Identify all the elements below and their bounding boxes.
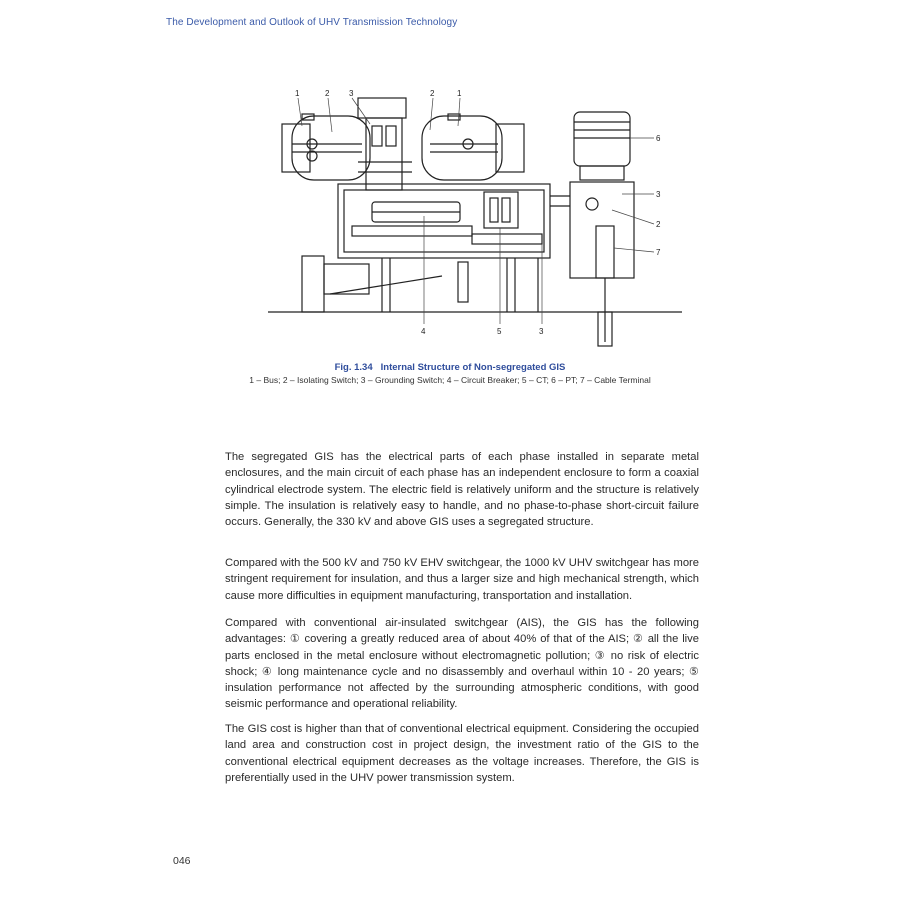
callout-2-right: 2 — [430, 89, 435, 98]
base-block-left — [302, 256, 324, 312]
paragraph-segregated-gis: The segregated GIS has the electrical parts of each phase installed in separate metal enclosures, and the main circuit of each phase has an independent enclosure to form a coaxial cylindrical electrode system. The electric field is relatively uniform and the structure is relatively simple. The insulation is relatively easy to handle, and no phase-to-phase short-circuit failure occurs. Generally, the 330 kV and above GIS uses a segregated structure. — [225, 451, 699, 528]
top-flange — [358, 98, 406, 118]
callout-2-left: 2 — [325, 89, 330, 98]
callout-7: 7 — [656, 248, 661, 257]
cable-terminal — [596, 226, 614, 278]
callout-3-right: 3 — [656, 190, 661, 199]
gis-structure-figure — [262, 86, 682, 348]
paragraph-gis-cost: The GIS cost is higher than that of conventional electrical equipment. Considering the occupied land area and construction cost in project design, the investment ratio of the GIS to the conventional electrical equipment decreases as the voltage increases. Therefore, the GIS is preferentially used in the UHV power transmission system. — [225, 723, 699, 784]
figure-legend: 1 – Bus; 2 – Isolating Switch; 3 – Grounding Switch; 4 – Circuit Breaker; 5 – CT; 6 – PT; 7 – Cable Terminal — [249, 375, 651, 385]
page-number: 046 — [173, 855, 191, 867]
running-header: The Development and Outlook of UHV Transmission Technology — [166, 17, 458, 28]
bus-flange-left — [282, 124, 310, 172]
callout-6: 6 — [656, 134, 661, 143]
callout-1-left: 1 — [295, 89, 300, 98]
isolating-switch-column — [366, 118, 402, 190]
potential-transformer — [574, 112, 630, 166]
current-transformer — [484, 192, 518, 228]
paragraph-uhv-requirements: Compared with the 500 kV and 750 kV EHV switchgear, the 1000 kV UHV switchgear has more stringent requirement for insulation, and thus a larger size and high mechanical strength, which cause more difficulties in equipment manufacturing, transportation and installation. — [225, 557, 699, 602]
figure-title: Internal Structure of Non-segregated GIS — [380, 362, 566, 373]
callout-4: 4 — [421, 327, 426, 336]
bus-flange-right — [496, 124, 524, 172]
cable-terminal-box — [570, 182, 634, 278]
callout-3-top: 3 — [349, 89, 354, 98]
gis-diagram — [262, 86, 682, 348]
figure-caption — [0, 362, 900, 373]
callout-2-side: 2 — [656, 220, 661, 229]
callout-1-right: 1 — [457, 89, 462, 98]
bus-enclosure-right — [422, 116, 502, 180]
callout-5: 5 — [497, 327, 502, 336]
paragraph-gis-advantages: Compared with conventional air-insulated switchgear (AIS), the GIS has the following advantages: ① covering a greatly reduced area of about 40% of that of the AIS; ② all the live parts enclosed in the metal enclosure without electromagnetic pollution; ③ no risk of electric shock; ④ long maintenance cycle and no disassembly and overhaul within 10 - 20 years; ⑤ insulation performance not affected by the surrounding atmospheric conditions, with good seismic performance and operational reliability. — [225, 617, 699, 711]
figure-number: Fig. 1.34 — [334, 362, 373, 373]
callout-3-bottom: 3 — [539, 327, 544, 336]
